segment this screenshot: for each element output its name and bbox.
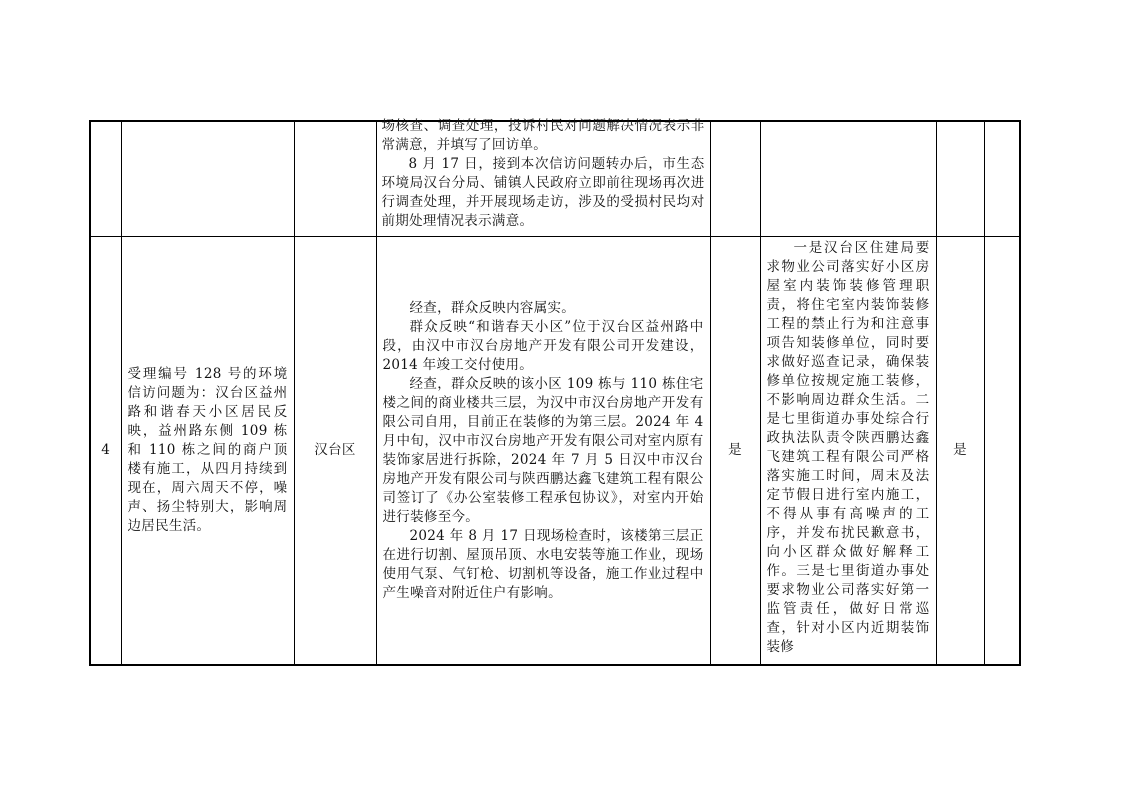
table-row-continuation — [90, 121, 1020, 237]
result-paragraph: 群众反映“和谐春天小区”位于汉台区益州路中段，由汉中市汉台房地产开发有限公司开发建设，2014 年竣工交付使用。 — [382, 318, 704, 373]
is-true-cell: 是 — [710, 237, 760, 666]
measures-text: 一是汉台区住建局要求物业公司落实好小区房屋室内装饰装修管理职责，将住宅室内装饰装修工程的禁止行为和注意事项告知装修单位，同时要求做好巡查记录，确保装修单位按规定施工装修，不影响周边群众生活。二是七里街道办事处综合行政执法队责令陕西鹏达鑫飞建筑工程有限公司严格落实施工时间，周末及法定节假日进行室内施工，不得从事有高噪声的工序，并发布扰民歉意书，向小区群众做好解释工作。三是七里街道办事处要求物业公司落实好第一监管责任，做好日常巡查，针对小区内近期装饰装修 — [766, 240, 930, 655]
cell-is-true-empty — [710, 121, 760, 237]
resolved-cell: 是 — [936, 237, 984, 666]
cell-measures-empty — [760, 121, 936, 237]
district-cell: 汉台区 — [294, 237, 376, 666]
complaint-text: 受理编号 128 号的环境信访问题为：汉台区益州路和谐春天小区居民反映，益州路东侧 109 栋和 110 栋之间的商户顶楼有施工，从四月持续到现在，周六周天不停，噪声、扬尘特别大，影响周边居民生活。 — [127, 366, 288, 534]
measures-cell — [760, 237, 936, 666]
cell-result-continuation — [376, 118, 710, 237]
result-paragraph: 8 月 17 日，接到本次信访问题转办后，市生态环境局汉台分局、铺镇人民政府立即前往现场再次进行调查处理，并开展现场走访，涉及的受损村民均对前期处理情况表示满意。 — [381, 156, 705, 229]
extra-cell — [984, 237, 1020, 666]
result-cell — [376, 237, 710, 666]
cell-extra-empty — [984, 121, 1020, 237]
cell-district-empty — [294, 121, 376, 237]
cell-complaint-empty — [121, 121, 294, 237]
result-paragraph: 经查，群众反映内容属实。 — [409, 299, 576, 316]
result-paragraph: 2024 年 8 月 17 日现场检查时，该楼第三层正在进行切割、屋顶吊顶、水电安装等施工作业，现场使用气泵、气钉枪、切割机等设备，施工作业过程中产生噪音对附近住户有影响。 — [382, 527, 704, 601]
table-row-4 — [90, 237, 1020, 666]
cell-resolved-empty — [936, 121, 984, 237]
complaint-cell — [121, 237, 294, 666]
cell-number-empty — [90, 121, 121, 237]
row-number: 4 — [90, 237, 121, 666]
petition-table — [89, 120, 1021, 666]
result-paragraph: 经查，群众反映的该小区 109 栋与 110 栋住宅楼之间的商业楼共三层，为汉中市汉台房地产开发有限公司自用，目前正在装修的为第三层。2024 年 4 月中旬，汉中市汉台房地产开发有限公司对室内原有装饰家居进行拆除，2024 年 7 月 5 日汉中市汉台房地产开发有限公司与陕西鹏达鑫飞建筑工程有限公司签订了《办公室装修工程承包协议》，对室内开始进行装修至今。 — [382, 375, 704, 525]
result-paragraph: 场核查、调查处理，投诉村民对问题解决情况表示非常满意，并填写了回访单。 — [381, 118, 705, 153]
